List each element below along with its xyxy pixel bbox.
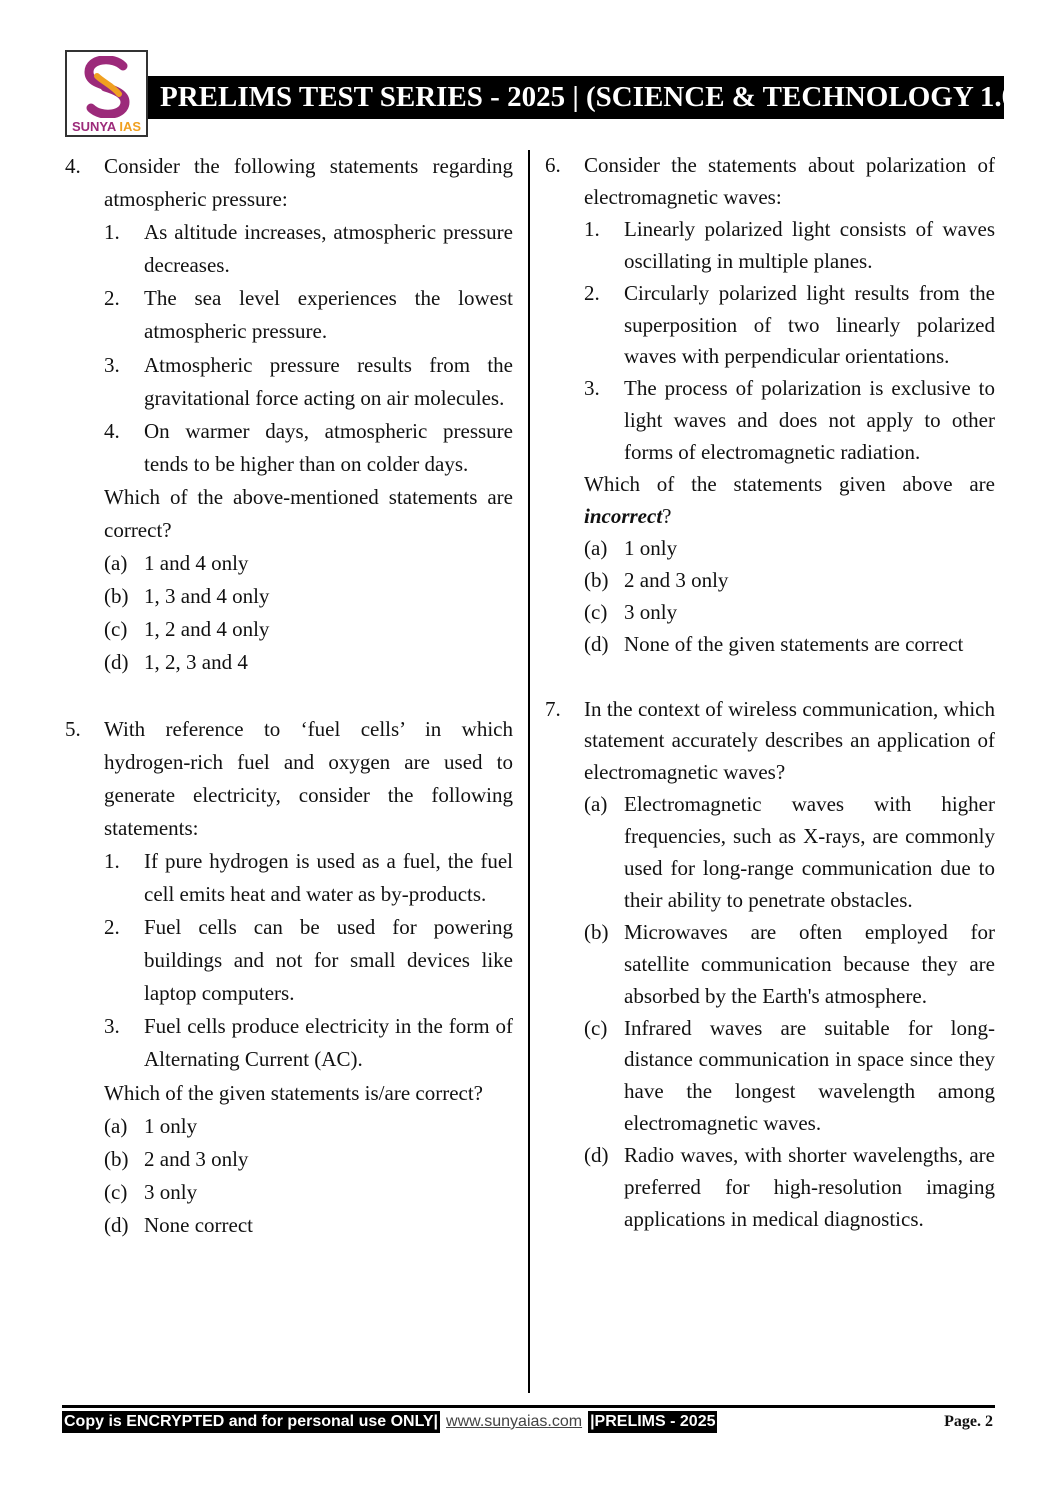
option: (c) Infrared waves are suitable for long-distance communication in space since they have the longest wavelength among electromagnetic waves. (584, 1015, 995, 1136)
option: (b) 2 and 3 only (104, 1146, 249, 1171)
statement: 1. As altitude increases, atmospheric pressure decreases. (104, 220, 513, 278)
statement: 3. Atmospheric pressure results from the gravitational force acting on air molecules. (104, 352, 513, 410)
website-link[interactable]: www.sunyaias.com (440, 1411, 588, 1433)
question-ask: Which of the above-mentioned statements are correct? (104, 484, 513, 543)
option: (d) Radio waves, with shorter wavelengths, are preferred for high-resolution imaging applications in medical diagnostics. (584, 1143, 995, 1231)
statement: 4. On warmer days, atmospheric pressure tends to be higher than on colder days. (104, 418, 513, 476)
statement: 3. The process of polarization is exclusive to light waves and does not apply to other forms of electromagnetic radiation. (584, 376, 995, 465)
question-stem: Consider the statements about polarization of electromagnetic waves: (584, 153, 995, 209)
option: (d) 1, 2, 3 and 4 (104, 650, 248, 675)
option: (b) 2 and 3 only (584, 567, 729, 592)
question-number: 6. (545, 153, 561, 177)
question-ask: Which of the statements given above are incorrect? (584, 472, 995, 528)
question-number: 7. (545, 696, 561, 721)
column-divider (528, 150, 530, 1393)
question-4 (65, 150, 513, 680)
question-5 (65, 713, 513, 1243)
logo-s-icon (79, 56, 135, 118)
statement: 1. Linearly polarized light consists of waves oscillating in multiple planes. (584, 216, 995, 273)
right-column (545, 150, 995, 1269)
question-ask: Which of the given statements is/are correct? (104, 1080, 484, 1105)
statement: 2. Fuel cells can be used for powering buildings and not for small devices like laptop computers. (104, 915, 513, 1006)
page-title: PRELIMS TEST SERIES - 2025 | (SCIENCE & TECHNOLOGY 1.0) (148, 76, 1004, 119)
footer-notice: Copy is ENCRYPTED and for personal use ONLY| (62, 1411, 440, 1433)
option: (b) 1, 3 and 4 only (104, 584, 270, 609)
option: (d) None correct (104, 1212, 254, 1237)
option: (a) 1 only (584, 535, 678, 560)
option: (a) Electromagnetic waves with higher frequencies, such as X-rays, are commonly used for long-range communication due to their ability to penetrate obstacles. (584, 792, 995, 912)
question-stem: In the context of wireless communication, which statement accurately describes an application of electromagnetic waves? (584, 696, 995, 785)
option: (c) 1, 2 and 4 only (104, 617, 270, 642)
statement: 1. If pure hydrogen is used as a fuel, the fuel cell emits heat and water as by-products. (104, 848, 513, 906)
footer-rule (62, 1405, 995, 1408)
question-stem: Consider the following statements regarding atmospheric pressure: (104, 154, 513, 212)
statement: 3. Fuel cells produce electricity in the form of Alternating Current (AC). (104, 1014, 513, 1072)
question-7 (545, 694, 995, 1236)
question-stem: With reference to ‘fuel cells’ in which hydrogen-rich fuel and oxygen are used to generate electricity, consider the following statements: (104, 716, 513, 840)
statement: 2. The sea level experiences the lowest atmospheric pressure. (104, 286, 513, 344)
option: (c) 3 only (584, 599, 678, 624)
question-number: 4. (65, 154, 81, 178)
option: (d) None of the given statements are correct (584, 631, 964, 656)
logo-text: SUNYA IAS (71, 119, 142, 134)
sunya-ias-logo (65, 50, 148, 137)
statement: 2. Circularly polarized light results from the superposition of two linearly polarized waves with perpendicular orientations. (584, 280, 995, 369)
left-column (65, 150, 513, 1275)
option: (a) 1 only (104, 1113, 198, 1138)
question-6 (545, 150, 995, 661)
option: (b) Microwaves are often employed for satellite communication because they are absorbed by the Earth's atmosphere. (584, 919, 995, 1008)
footer (62, 1411, 717, 1433)
footer-series: |PRELIMS - 2025 (588, 1411, 717, 1433)
page-number: Page. 2 (944, 1413, 993, 1430)
option: (a) 1 and 4 only (104, 551, 249, 576)
question-number: 5. (65, 716, 81, 741)
option: (c) 3 only (104, 1179, 198, 1204)
